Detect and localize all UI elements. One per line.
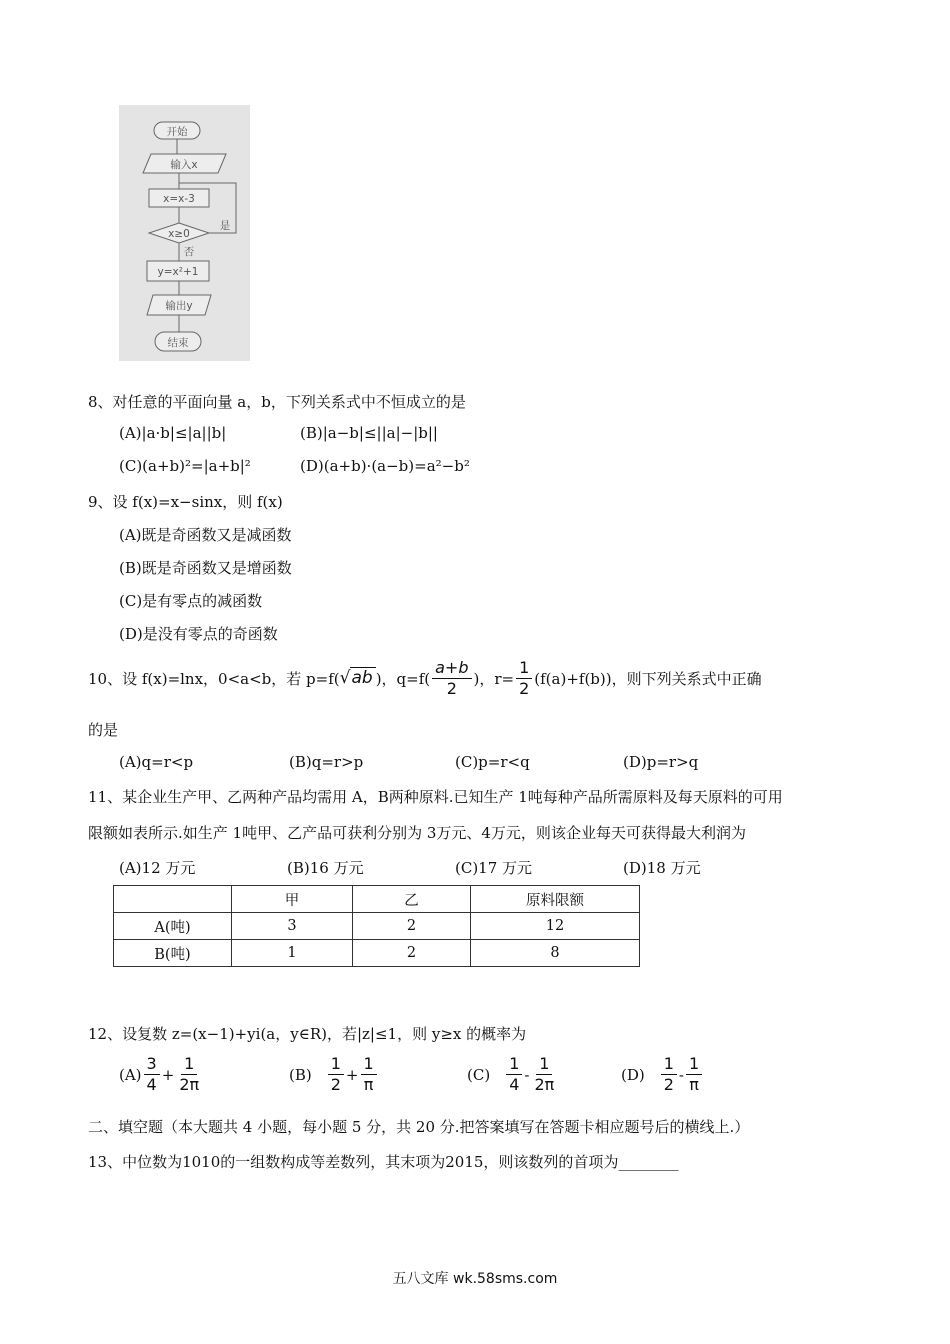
table-cell: 2 bbox=[353, 913, 471, 940]
q10-stem-line2: 的是 bbox=[88, 721, 119, 739]
fraction-numerator: 1 bbox=[686, 1054, 702, 1075]
table-header-cell: 原料限额 bbox=[471, 886, 640, 913]
table-row bbox=[114, 913, 640, 940]
flowchart-condition: x≥0 bbox=[168, 228, 190, 240]
resource-limit-table bbox=[113, 885, 640, 967]
fraction-numerator: 1 bbox=[361, 1054, 377, 1075]
q9-option-b: (B)既是奇函数又是增函数 bbox=[119, 559, 292, 577]
table-cell: 12 bbox=[471, 913, 640, 940]
q10-suffix: (f(a)+f(b))，则下列关系式中正确 bbox=[534, 669, 762, 688]
q10-option-c: (C)p=r<q bbox=[455, 753, 530, 771]
fraction bbox=[686, 1054, 702, 1095]
option-label: (D) bbox=[621, 1065, 645, 1084]
fraction-denominator: 2π bbox=[179, 1075, 200, 1094]
q11-option-c: (C)17 万元 bbox=[455, 859, 533, 877]
q10-stem bbox=[88, 655, 762, 701]
fraction-one-half bbox=[516, 658, 532, 699]
table-cell: B(吨) bbox=[114, 940, 232, 967]
sqrt-ab: √ab bbox=[340, 668, 376, 688]
fraction-denominator: 4 bbox=[509, 1075, 520, 1094]
q11-stem-line2: 限额如表所示.如生产 1吨甲、乙产品可获利分别为 3万元、4万元，则该企业每天可获得最大利润为 bbox=[88, 824, 746, 842]
table-header-cell: 甲 bbox=[232, 886, 353, 913]
table-header-cell bbox=[114, 886, 232, 913]
operator: + bbox=[345, 1065, 359, 1084]
fraction-denominator: 2 bbox=[663, 1075, 674, 1094]
q10-option-d: (D)p=r>q bbox=[623, 753, 699, 771]
fraction-denominator: π bbox=[363, 1075, 374, 1094]
operator: - bbox=[678, 1065, 684, 1084]
flowchart-yes-label: 是 bbox=[219, 220, 231, 232]
q12-option-c bbox=[467, 1054, 559, 1095]
flowchart-start: 开始 bbox=[166, 126, 188, 138]
fraction-numerator: a+b bbox=[432, 658, 471, 679]
fraction bbox=[661, 1054, 677, 1095]
fraction-a-plus-b-over-2 bbox=[432, 658, 471, 699]
fraction-denominator: 4 bbox=[146, 1075, 157, 1094]
q9-option-d: (D)是没有零点的奇函数 bbox=[119, 625, 278, 643]
fraction bbox=[328, 1054, 344, 1095]
table-cell: 1 bbox=[232, 940, 353, 967]
q13-stem: 13、中位数为1010的一组数构成等差数列，其末项为2015，则该数列的首项为________ bbox=[88, 1153, 679, 1171]
fraction-numerator: 1 bbox=[536, 1054, 552, 1075]
fraction bbox=[144, 1054, 160, 1095]
page-footer: 五八文库 wk.58sms.com bbox=[392, 1271, 558, 1287]
flowchart-compute: y=x²+1 bbox=[157, 266, 199, 278]
table-cell: 3 bbox=[232, 913, 353, 940]
table-cell: 2 bbox=[353, 940, 471, 967]
q10-mid2: )，r= bbox=[473, 669, 515, 688]
fraction bbox=[506, 1054, 522, 1095]
q12-option-a bbox=[119, 1054, 204, 1095]
flowchart-end: 结束 bbox=[167, 337, 189, 349]
q12-option-b bbox=[289, 1054, 379, 1095]
fraction-denominator: 2 bbox=[446, 678, 457, 698]
fraction-numerator: 3 bbox=[144, 1054, 160, 1075]
fraction-numerator: 1 bbox=[506, 1054, 522, 1075]
table-cell: 8 bbox=[471, 940, 640, 967]
q11-stem-line1: 11、某企业生产甲、乙两种产品均需用 A，B两种原料.已知生产 1吨每种产品所需原料及每天原料的可用 bbox=[88, 788, 783, 806]
option-label: (C) bbox=[467, 1065, 491, 1084]
operator: - bbox=[524, 1065, 530, 1084]
flowchart-input: 输入x bbox=[170, 159, 198, 171]
table-header-row bbox=[114, 886, 640, 913]
q10-prefix: 10、设 f(x)=lnx，0<a<b，若 p=f( bbox=[88, 669, 340, 688]
sqrt-radicand: ab bbox=[350, 667, 375, 688]
q9-option-a: (A)既是奇函数又是减函数 bbox=[119, 526, 292, 544]
q8-option-d: (D)(a+b)·(a−b)=a²−b² bbox=[300, 457, 470, 475]
fraction-denominator: 2 bbox=[330, 1075, 341, 1094]
q9-stem: 9、设 f(x)=x−sinx，则 f(x) bbox=[88, 493, 283, 511]
operator: + bbox=[161, 1065, 175, 1084]
fraction-denominator: 2 bbox=[519, 678, 530, 698]
table-row bbox=[114, 940, 640, 967]
fraction bbox=[361, 1054, 377, 1095]
fraction-denominator: 2π bbox=[534, 1075, 555, 1094]
table-cell: A(吨) bbox=[114, 913, 232, 940]
fraction-numerator: 1 bbox=[328, 1054, 344, 1075]
q11-option-b: (B)16 万元 bbox=[287, 859, 364, 877]
option-label: (B) bbox=[289, 1065, 312, 1084]
flowchart-no-label: 否 bbox=[183, 246, 195, 258]
q12-option-d bbox=[621, 1054, 704, 1095]
q10-mid1: )，q=f( bbox=[375, 669, 431, 688]
fraction-numerator: 1 bbox=[516, 658, 532, 679]
option-label: (A) bbox=[119, 1065, 142, 1084]
fraction bbox=[531, 1054, 557, 1095]
q8-stem: 8、对任意的平面向量 a，b，下列关系式中不恒成立的是 bbox=[88, 393, 466, 411]
flowchart-figure bbox=[119, 105, 250, 361]
q8-option-b: (B)|a−b|≤||a|−|b|| bbox=[300, 424, 438, 442]
table-header-cell: 乙 bbox=[353, 886, 471, 913]
fraction-denominator: π bbox=[689, 1075, 699, 1094]
q8-option-c: (C)(a+b)²=|a+b|² bbox=[119, 457, 251, 475]
fraction-numerator: 1 bbox=[661, 1054, 677, 1075]
q8-option-a: (A)|a·b|≤|a||b| bbox=[119, 424, 227, 442]
fraction bbox=[176, 1054, 202, 1095]
q12-stem: 12、设复数 z=(x−1)+yi(a，y∈R)，若|z|≤1，则 y≥x 的概率为 bbox=[88, 1025, 527, 1043]
q10-option-a: (A)q=r<p bbox=[119, 753, 194, 771]
flowchart-assign: x=x-3 bbox=[163, 193, 195, 205]
q9-option-c: (C)是有零点的减函数 bbox=[119, 592, 263, 610]
section-heading-fill-in: 二、填空题（本大题共 4 小题，每小题 5 分，共 20 分.把答案填写在答题卡相应题号后的横线上.） bbox=[88, 1118, 750, 1136]
fraction-numerator: 1 bbox=[181, 1054, 197, 1075]
q11-option-d: (D)18 万元 bbox=[623, 859, 701, 877]
q11-option-a: (A)12 万元 bbox=[119, 859, 196, 877]
flowchart-output: 输出y bbox=[165, 300, 193, 312]
q10-option-b: (B)q=r>p bbox=[289, 753, 364, 771]
